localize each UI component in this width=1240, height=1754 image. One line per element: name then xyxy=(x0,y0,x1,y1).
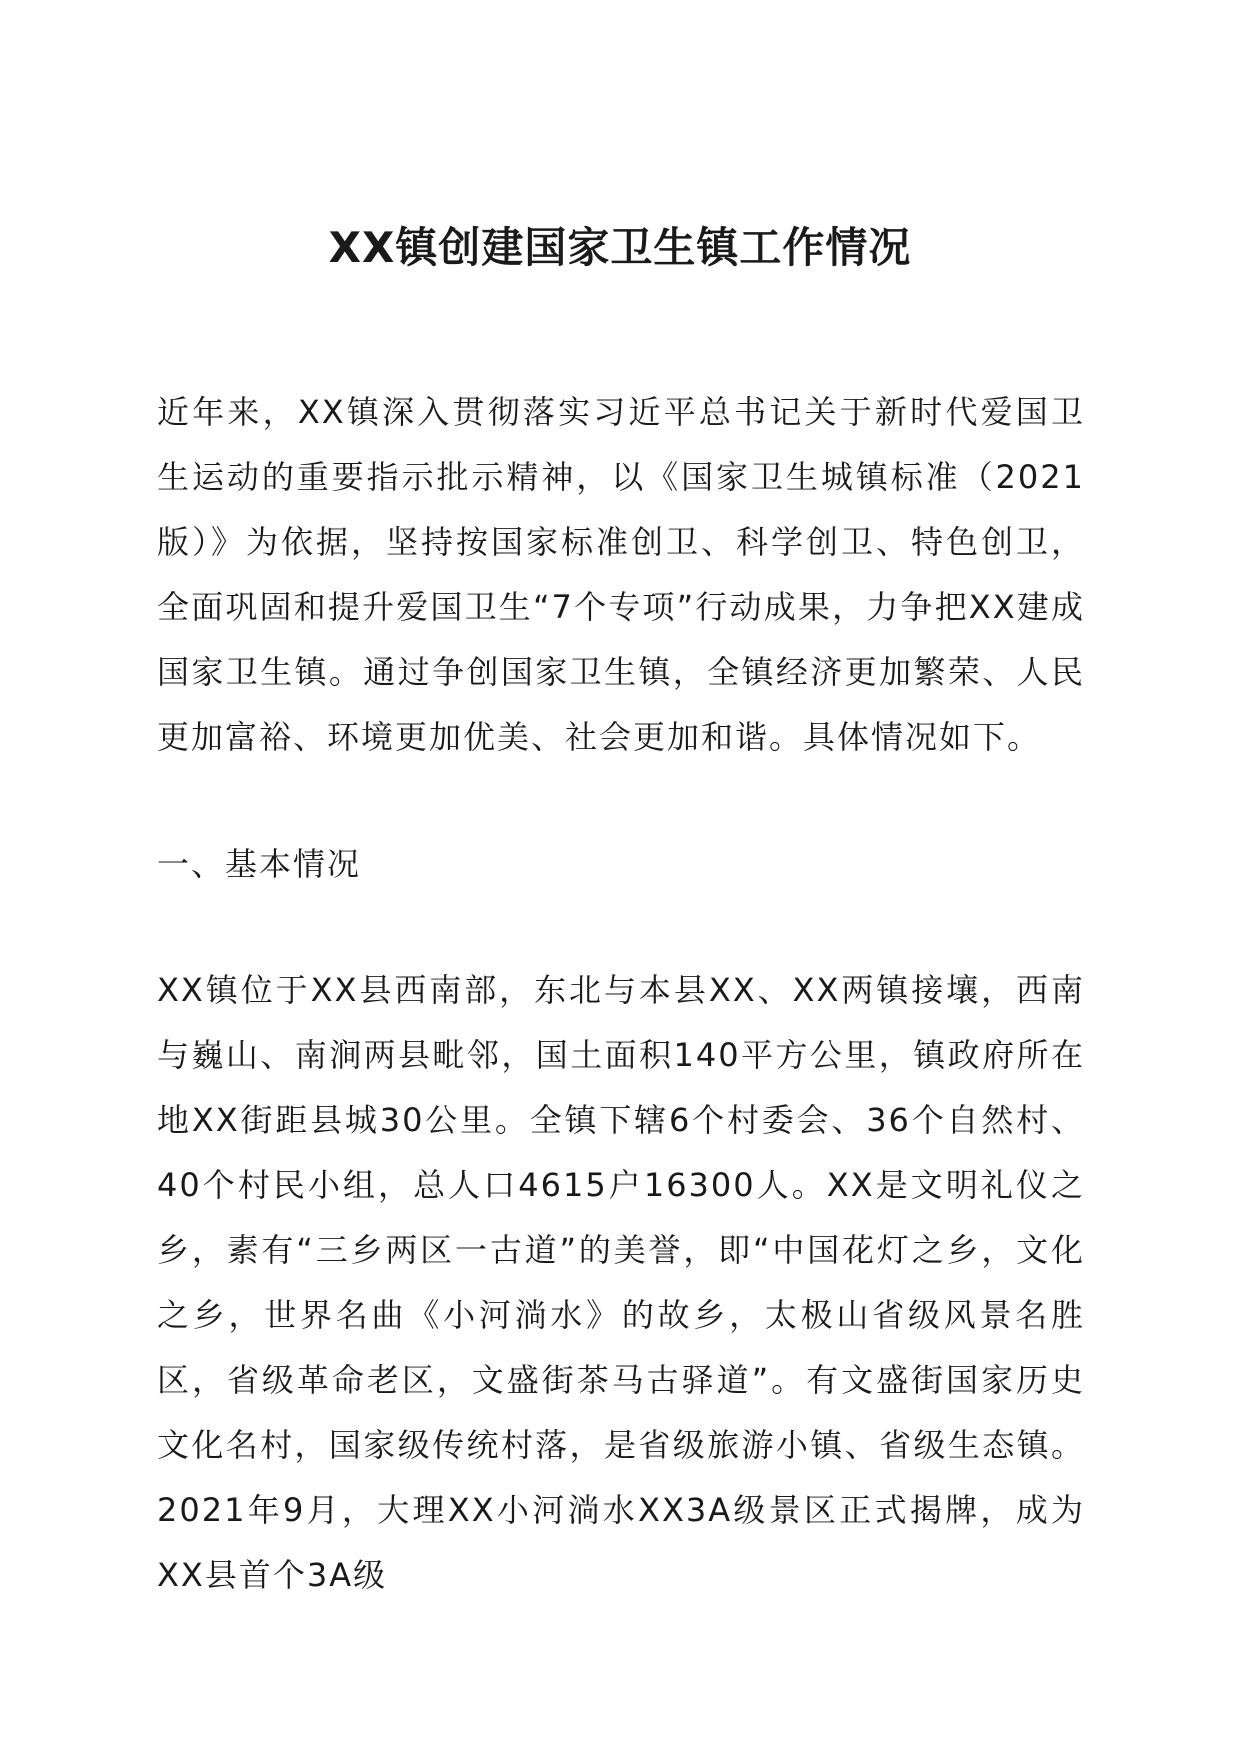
basic-info-paragraph: XX镇位于XX县西南部，东北与本县XX、XX两镇接壤，西南与巍山、南涧两县毗邻，国土面积140平方公里，镇政府所在地XX街距县城30公里。全镇下辖6个村委会、36个自然村、40个村民小组，总人口4615户16300人。XX是文明礼仪之乡，素有“三乡两区一古道”的美誉，即“中国花灯之乡，文化之乡，世界名曲《小河淌水》的故乡，太极山省级风景名胜区，省级革命老区，文盛街茶马古驿道”。有文盛街国家历史文化名村，国家级传统村落，是省级旅游小镇、省级生态镇。2021年9月，大理XX小河淌水XX3A级景区正式揭牌，成为XX县首个3A级 xyxy=(157,971,1085,1594)
section-heading: 一、基本情况 xyxy=(157,845,362,883)
document-title: XX镇创建国家卫生镇工作情况 xyxy=(328,223,912,272)
intro-paragraph: 近年来，XX镇深入贯彻落实习近平总书记关于新时代爱国卫生运动的重要指示批示精神，以《国家卫生城镇标准（2021版）》为依据，坚持按国家标准创卫、科学创卫、特色创卫，全面巩固和提升爱国卫生“7个专项”行动成果，力争把XX建成国家卫生镇。通过争创国家卫生镇，全镇经济更加繁荣、人民更加富裕、环境更加优美、社会更加和谐。具体情况如下。 xyxy=(157,393,1085,756)
